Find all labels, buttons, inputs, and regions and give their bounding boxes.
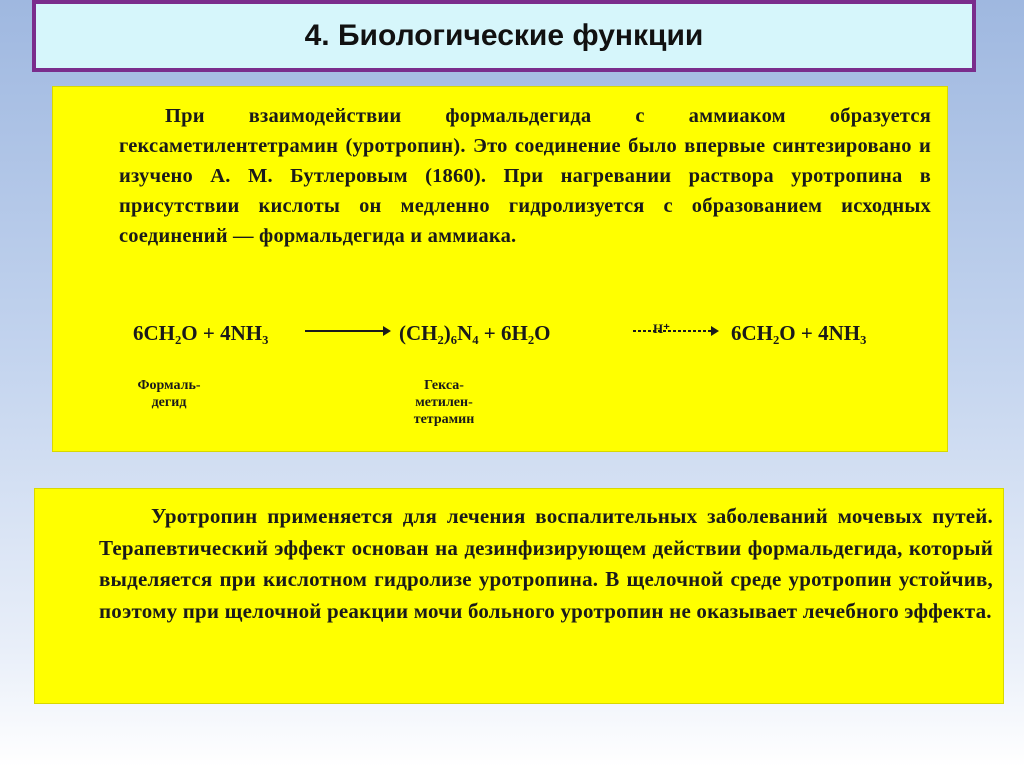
reaction-arrow-icon [305, 325, 391, 337]
slide-title-box [32, 0, 976, 72]
equation-products: 6CH₂O + 4NH₃ [731, 321, 867, 345]
equation-intermediate: (CH₂)₆N₄ + 6H₂O [399, 321, 551, 345]
synthesis-paragraph-text: При взаимодействии формальдегида с аммиаком образуется гексаметилентетрамин (уротропин). Это соединение было впервые синтезировано и изучено А. М. Бутлеровым (1860). При нагревании раствора уротропина в присутствии кислоты он медленно гидролизуется с образованием исходных соединений — формальдегида и аммиака. [119, 105, 931, 247]
text-panel-synthesis [52, 86, 948, 452]
equation-reactants: 6CH₂O + 4NH₃ [133, 321, 269, 345]
medical-use-paragraph-text: Уротропин применяется для лечения воспалительных заболеваний мочевых путей. Терапевтический эффект основан на дезинфизирующем действии формальдегида, который выделяется при кислотном гидролизе уротропина. В щелочной среде уротропин устойчив, поэтому при щелочной реакции мочи больного уротропин не оказывает лечебного эффекта. [99, 504, 993, 623]
synthesis-paragraph [119, 101, 931, 251]
chemical-equation [133, 313, 893, 353]
medical-use-paragraph [99, 501, 993, 627]
label-formaldehyde: Формаль- дегид [137, 378, 201, 410]
label-hexamethylenetetramine: Гекса- метилен- тетрамин [413, 378, 475, 427]
hydrolysis-arrow-icon [633, 325, 719, 337]
equation-catalyst: H⁺ [653, 321, 670, 336]
slide-title: 4. Биологические функции [304, 19, 704, 52]
text-panel-medical-use [34, 488, 1004, 704]
